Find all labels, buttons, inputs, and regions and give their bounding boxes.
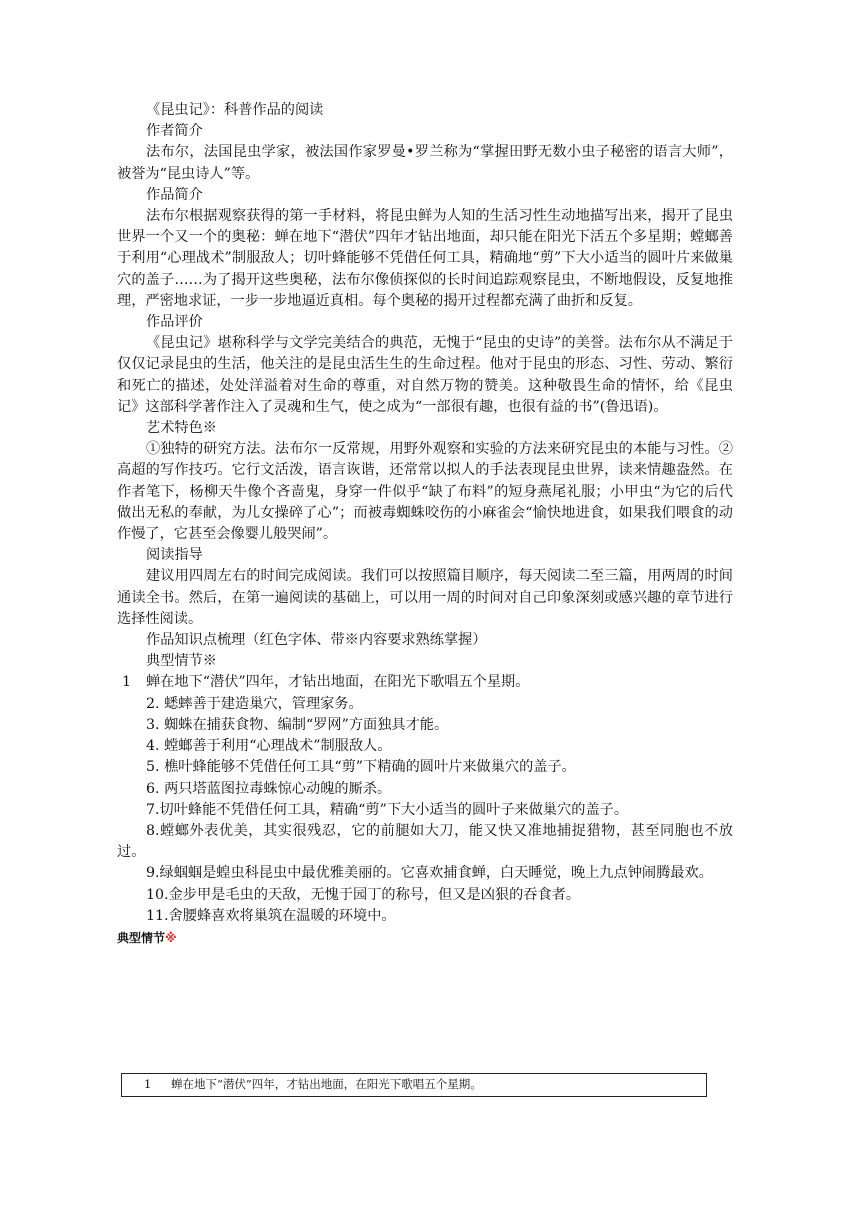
document-body <box>117 100 733 947</box>
plot-item-text: 舍腰蜂喜欢将巢筑在温暖的环境中。 <box>168 907 396 924</box>
plot-item <box>117 906 733 927</box>
plot-item-text: 螳螂外表优美，其实很残忍，它的前腿如大刀，能又快又准地捕捉猎物，甚至同胞也不放过。 <box>117 822 733 861</box>
plot-item-number: 5. <box>146 759 160 776</box>
plot-item-number: 2. <box>146 695 160 712</box>
plot-heading: 典型情节※ <box>146 653 217 670</box>
table-row-number: 1 <box>144 1077 152 1091</box>
plot-item-number: 7. <box>146 801 160 818</box>
plot-item <box>117 779 733 800</box>
plot-item-text: 切叶蜂能不凭借任何工具，精确“剪”下大小适当的圆叶子来做巢穴的盖子。 <box>159 801 629 818</box>
plot-item <box>117 885 733 906</box>
plot-item <box>117 821 733 863</box>
plot-item-number: 10. <box>146 886 169 903</box>
plot-item <box>117 800 733 821</box>
table-row-text: 蝉在地下“潜伏”四年，才钻出地面，在阳光下歌唱五个星期。 <box>171 1077 482 1091</box>
plot-item <box>117 672 733 693</box>
intro-heading: 作品简介 <box>146 186 203 203</box>
plot-item-text: 樵叶蜂能够不凭借任何工具“剪”下精确的圆叶片来做巢穴的盖子。 <box>164 759 576 776</box>
plot-item <box>117 736 733 757</box>
plot-item <box>117 694 733 715</box>
author-heading: 作者简介 <box>146 123 203 140</box>
table-title <box>117 929 733 947</box>
plot-item-number: 11. <box>146 907 169 924</box>
knowledge-heading: 作品知识点梳理（红色字体、带※内容要求熟练掌握） <box>146 632 487 649</box>
guide-paragraph: 建议用四周左右的时间完成阅读。我们可以按照篇目顺序，每天阅读二至三篇，用两周的时间通读全书。然后，在第一遍阅读的基础上，可以用一周的时间对自己印象深刻或感兴趣的章节进行选择性阅读。 <box>117 568 733 627</box>
plot-item-text: 蜘蛛在捕获食物、编制“罗网”方面独具才能。 <box>164 716 449 733</box>
plot-item-text: 螳螂善于利用“心理战术”制服敌人。 <box>164 738 392 755</box>
guide-heading: 阅读指导 <box>146 547 203 564</box>
intro-paragraph: 法布尔根据观察获得的第一手材料，将昆虫鲜为人知的生活习性生动地描写出来，揭开了昆虫世界一个又一个的奥秘：蝉在地下“潜伏”四年才钻出地面，却只能在阳光下活五个多星期；螳螂善于利用“心理战术”制服敌人；切叶蜂能够不凭借任何工具，精确地“剪”下大小适当的圆叶片来做巢穴的盖子……为了揭开这些奥秘，法布尔像侦探似的长时间追踪观察昆虫，不断地假设，反复地推理，严密地求证，一步一步地逼近真相。每个奥秘的揭开过程都充满了曲折和反复。 <box>117 208 733 309</box>
plot-item-number: 3. <box>146 716 160 733</box>
art-heading: 艺术特色※ <box>146 420 217 437</box>
plot-item-text: 两只塔蓝图拉毒蛛惊心动魄的厮杀。 <box>164 780 392 797</box>
plot-item <box>117 863 733 884</box>
plot-item-number: 4. <box>146 738 160 755</box>
plot-item-text: 金步甲是毛虫的天敌，无愧于园丁的称号，但又是凶狠的吞食者。 <box>168 886 581 903</box>
table-title-mark: ※ <box>165 930 177 945</box>
plot-item-number: 1 <box>122 674 132 691</box>
review-paragraph: 《昆虫记》堪称科学与文学完美结合的典范，无愧于“昆虫的史诗”的美誉。法布尔从不满足于仅仅记录昆虫的生活，他关注的是昆虫活生生的生命过程。他对于昆虫的形态、习性、劳动、繁衍和死亡的描述，处处洋溢着对生命的尊重，对自然万物的赞美。这种敬畏生命的情怀，给《昆虫记》这部科学著作注入了灵魂和生气，使之成为“一部很有趣，也很有益的书”(鲁迅语)。 <box>117 335 733 415</box>
plot-item-number: 6. <box>146 780 160 797</box>
plot-item-number: 9. <box>146 865 160 882</box>
plot-item-number: 8. <box>146 822 160 839</box>
plot-item <box>117 715 733 736</box>
art-paragraph: ①独特的研究方法。法布尔一反常规，用野外观察和实验的方法来研究昆虫的本能与习性。②高超的写作技巧。它行文活泼，语言诙谐，还常常以拟人的手法表现昆虫世界，读来情趣盎然。在作者笔下，杨柳天牛像个吝啬鬼，身穿一件似乎“缺了布料”的短身燕尾礼服；小甲虫“为它的后代做出无私的奉献，为儿女操碎了心”；而被毒蜘蛛咬伤的小麻雀会“愉快地进食，如果我们喂食的动作慢了，它甚至会像婴儿般哭闹”。 <box>117 441 733 543</box>
table-row <box>121 1073 707 1097</box>
plot-item-text: 蟋蟀善于建造巢穴，管理家务。 <box>164 695 363 712</box>
author-paragraph: 法布尔，法国昆虫学家，被法国作家罗曼•罗兰称为“掌握田野无数小虫子秘密的语言大师”，被誉为“昆虫诗人”等。 <box>117 144 733 182</box>
table-title-text: 典型情节 <box>117 930 166 945</box>
plot-item <box>117 757 733 778</box>
document-title: 《昆虫记》：科普作品的阅读 <box>146 102 324 118</box>
plot-item-text: 蝉在地下“潜伏”四年，才钻出地面，在阳光下歌唱五个星期。 <box>146 674 530 691</box>
review-heading: 作品评价 <box>146 314 203 331</box>
plot-item-text: 绿蝈蝈是蝗虫科昆虫中最优雅美丽的。它喜欢捕食蝉，白天睡觉，晚上九点钟闹腾最欢。 <box>159 865 713 882</box>
